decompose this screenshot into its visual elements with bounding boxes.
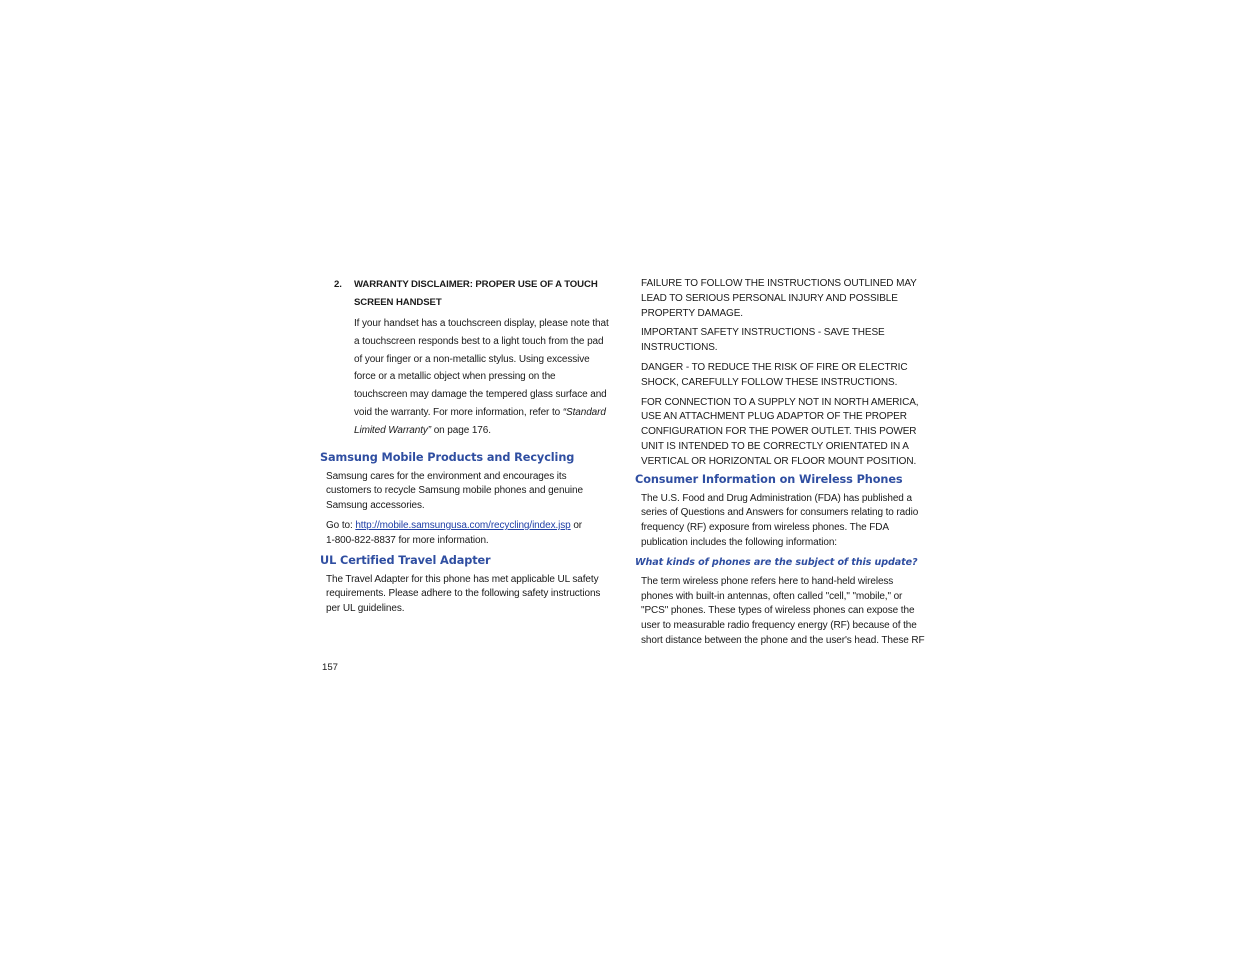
warranty-item-heading xyxy=(334,276,610,312)
recycling-goto-paragraph xyxy=(326,519,610,549)
warranty-item-title: WARRANTY DISCLAIMER: PROPER USE OF A TOUCH SCREEN HANDSET xyxy=(354,279,598,308)
left-column xyxy=(320,276,610,617)
consumer-info-paragraph: The U.S. Food and Drug Administration (FDA) has published a series of Questions and Answers for consumers relating to radio frequency (RF) exposure from wireless phones. The FDA publication includes the following information: xyxy=(641,492,919,548)
safety-paragraph-1: FAILURE TO FOLLOW THE INSTRUCTIONS OUTLINED MAY LEAD TO SERIOUS PERSONAL INJURY AND POSSIBLE PROPERTY DAMAGE. xyxy=(641,278,917,319)
goto-prefix: Go to: xyxy=(326,519,356,531)
safety-paragraph-2: IMPORTANT SAFETY INSTRUCTIONS - SAVE THESE INSTRUCTIONS. xyxy=(641,327,885,354)
recycling-link[interactable]: http://mobile.samsungusa.com/recycling/index.jsp xyxy=(355,519,571,531)
warranty-item-number: 2. xyxy=(334,279,342,290)
safety-paragraph-3: DANGER - TO REDUCE THE RISK OF FIRE OR ELECTRIC SHOCK, CAREFULLY FOLLOW THESE INSTRUCTIONS. xyxy=(641,361,908,388)
page-number: 157 xyxy=(322,662,339,673)
phones-subject-subheading: What kinds of phones are the subject of this update? xyxy=(635,556,918,568)
safety-paragraph-4: FOR CONNECTION TO A SUPPLY NOT IN NORTH AMERICA, USE AN ATTACHMENT PLUG ADAPTOR OF THE PROPER CONFIGURATION FOR THE POWER OUTLET. THIS POWER UNIT IS INTENDED TO BE CORRECTLY ORIENTATED IN A VERTICAL OR HORIZONTAL OR FLOOR MOUNT POSITION. xyxy=(641,396,919,467)
recycling-paragraph: Samsung cares for the environment and encourages its customers to recycle Samsung mobile phones and genuine Samsung accessories. xyxy=(326,470,583,512)
phones-subject-paragraph: The term wireless phone refers here to hand-held wireless phones with built-in antennas, often called "cell," "mobile," or "PCS" phones. These types of wireless phones can expose the user to measurable radio frequency energy (RF) because of the short distance between the phone and the user's head. These RF xyxy=(641,575,925,646)
ul-adapter-heading: UL Certified Travel Adapter xyxy=(320,553,491,567)
warranty-item-body xyxy=(354,315,610,440)
right-column xyxy=(635,276,925,649)
warranty-body-text: If your handset has a touchscreen display, please note that a touchscreen responds best to a light touch from the pad of your finger or a non-metallic stylus. Using excessive force or a metallic object when pressing on the touchscreen may damage the tempered glass surface and void the warranty. For more information, refer to xyxy=(354,318,609,418)
consumer-info-heading: Consumer Information on Wireless Phones xyxy=(635,472,903,486)
warranty-reference: “Standard Limited Warranty” xyxy=(354,406,606,436)
recycling-phone-line: 1-800-822-8837 for more information. xyxy=(326,534,489,546)
recycling-heading: Samsung Mobile Products and Recycling xyxy=(320,450,575,464)
ul-adapter-paragraph: The Travel Adapter for this phone has met applicable UL safety requirements. Please adhere to the following safety instructions per UL guidelines. xyxy=(326,573,601,615)
goto-suffix: or xyxy=(570,519,583,531)
warranty-reference-page: on page 176. xyxy=(431,424,491,436)
